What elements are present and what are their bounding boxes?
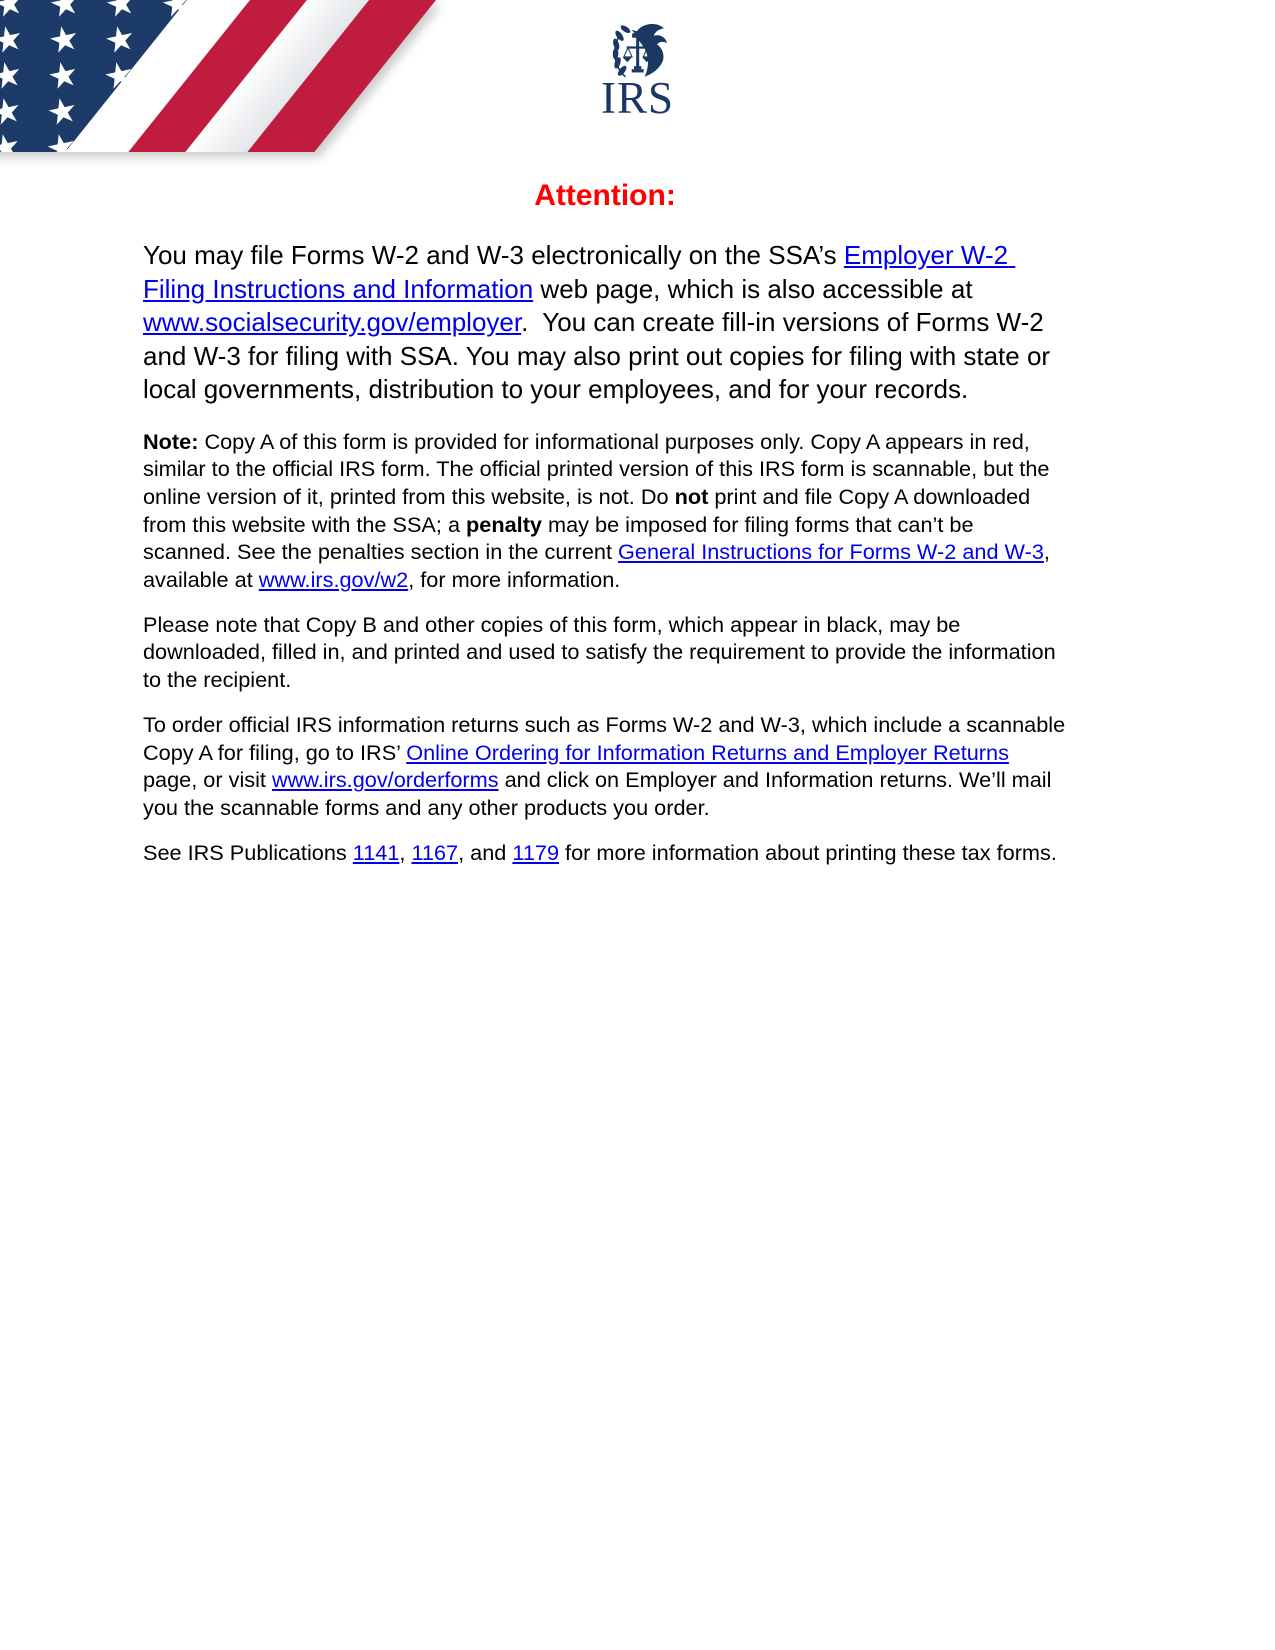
paragraph [143, 711, 1072, 822]
text-link[interactable]: www.irs.gov/w2 [258, 567, 409, 593]
text-link[interactable]: 1179 [512, 839, 560, 865]
text-run: web page, which is also accessible at [533, 273, 980, 304]
text-run: may be imposed for filing forms that can’t be scanned. See the penalties section in the current [143, 511, 980, 565]
irs-logo [0, 22, 1275, 123]
text-run: See IRS Publications [143, 839, 353, 865]
text-link[interactable]: Employer W-2 Filing Instructions and Information [143, 240, 1016, 304]
paragraph [143, 839, 1067, 867]
text-run: print and file Copy A downloaded from this website with the SSA; a [143, 483, 1037, 537]
bold-text: not [674, 483, 709, 509]
text-run: , available at [143, 539, 1056, 593]
text-run: You may file Forms W-2 and W-3 electronically on the SSA’s [143, 240, 844, 270]
irs-logo-text: IRS [600, 73, 675, 123]
attention-heading: Attention: [534, 179, 676, 212]
paragraphs-container [143, 239, 1072, 866]
text-run: and click on Employer and Information returns. We’ll mail you the scannable forms and any other products you order. [143, 767, 1058, 820]
bold-text: penalty [466, 511, 542, 537]
paragraph [143, 239, 1067, 407]
text-link[interactable]: www.socialsecurity.gov/employer [143, 307, 522, 337]
text-link[interactable]: Online Ordering for Information Returns and Employer Returns [406, 739, 1009, 765]
irs-eagle-icon [605, 22, 671, 80]
paragraph [143, 428, 1067, 594]
text-link[interactable]: www.irs.gov/orderforms [271, 767, 499, 793]
text-run: page, or visit [143, 739, 1015, 793]
text-run: , and [458, 839, 513, 865]
text-link[interactable]: 1167 [411, 839, 459, 865]
text-run: . You can create fill-in versions of Forms W-2 and W-3 for filing with SSA. You may also print out copies for filing with state or local governments, distribution to your employees, and for your records. [143, 307, 1058, 404]
text-link[interactable]: General Instructions for Forms W-2 and W-3 [618, 539, 1044, 565]
text-run: , [399, 839, 412, 865]
text-run: Please note that Copy B and other copies of this form, which appear in black, may be downloaded, filled in, and printed and used to satisfy the requirement to provide the information to the recipient. [143, 611, 1062, 693]
text-link[interactable]: 1141 [352, 839, 400, 865]
text-run: To order official IRS information returns such as Forms W-2 and W-3, which include a scannable Copy A for filing, go to IRS’ [143, 711, 1072, 765]
text-run: Copy A of this form is provided for informational purposes only. Copy A appears in red, similar to the official IRS form. The official printed version of this IRS form is scannable, but the online version of it, printed from this website, is not. Do [143, 428, 1056, 509]
paragraph [143, 611, 1067, 694]
text-run: , for more information. [408, 567, 621, 593]
text-run: for more information about printing these tax forms. [559, 839, 1057, 865]
bold-text: Note: [143, 428, 199, 454]
